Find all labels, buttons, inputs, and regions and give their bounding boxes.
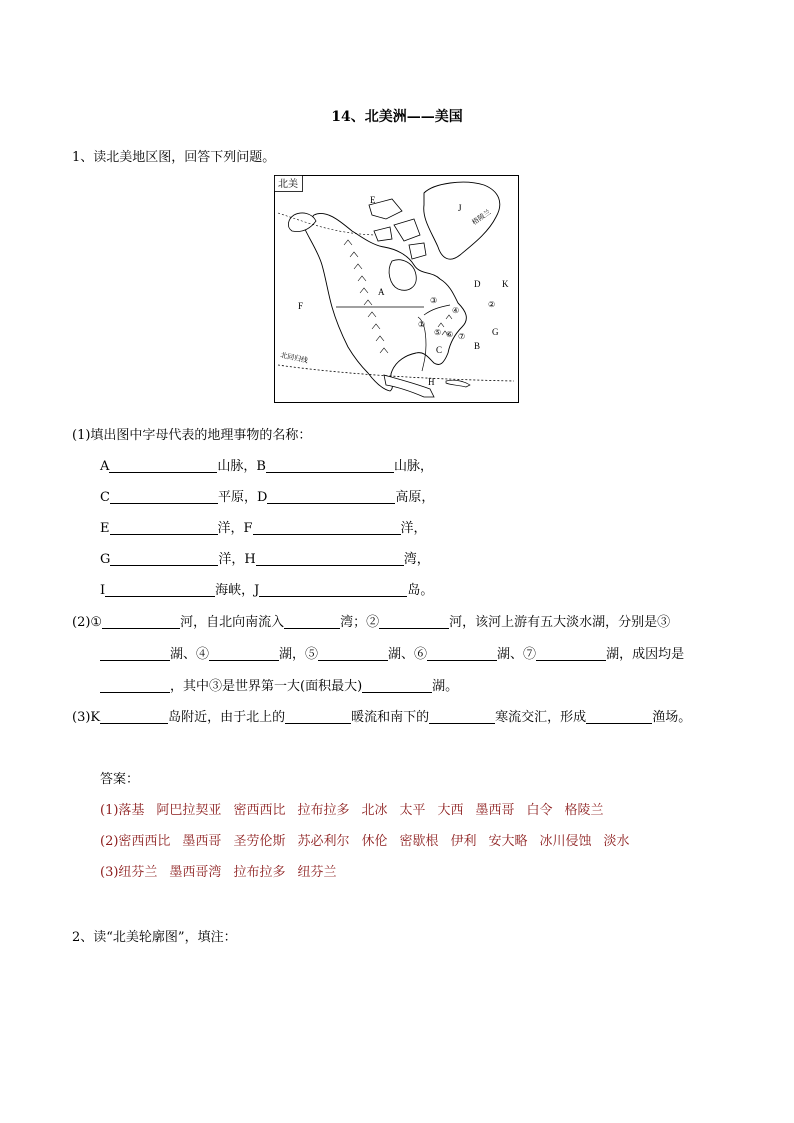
part1-intro: (1)填出图中字母代表的地理事物的名称：	[72, 428, 312, 443]
question-1-prompt: 1、读北美地区图，回答下列问题。	[72, 150, 276, 165]
map-letter-j: J	[458, 203, 462, 213]
map-letter-f: F	[298, 301, 304, 311]
page-title: 14、北美洲——美国	[331, 109, 463, 125]
map-letter-e: E	[370, 195, 376, 205]
tropic-label: 北回归线	[279, 351, 309, 365]
map-letter-d: D	[474, 279, 481, 289]
part3-line: (3)K 岛附近，由于北上的 暖流和南下的 寒流交汇，形成 渔场。	[72, 710, 692, 725]
map-letter-h: H	[428, 377, 435, 387]
part1-row-4: G 洋，H 湾，	[100, 552, 430, 567]
map-num-6: ⑥	[446, 330, 454, 339]
part2-line-1: (2)① 河，自北向南流入 湾；② 河，该河上游有五大淡水湖，分别是③	[72, 615, 671, 630]
question-2-prompt: 2、读“北美轮廓图”，填注：	[72, 930, 237, 945]
answers-line-2: (2)密西西比 墨西哥 圣劳伦斯 苏必利尔 休伦 密歇根 伊利 安大略 冰川侵蚀 淡水	[100, 834, 630, 849]
part2-line-3: ，其中③是世界第一大(面积最大) 湖。	[100, 675, 458, 694]
map-letter-k: K	[502, 279, 509, 289]
map-letter-c: C	[436, 345, 443, 355]
map-letter-b: B	[474, 341, 481, 351]
answers-heading: 答案：	[100, 772, 140, 787]
part2-line-2: 湖、④ 湖，⑤ 湖、⑥ 湖、⑦ 湖，成因均是	[100, 643, 684, 662]
answers-line-1: (1)落基 阿巴拉契亚 密西西比 拉布拉多 北冰 太平 大西 墨西哥 白令 格陵兰	[100, 803, 604, 818]
map-num-2: ②	[488, 300, 496, 309]
map-letter-g: G	[492, 327, 499, 337]
map-num-5: ⑤	[434, 328, 442, 337]
map-num-1: ①	[418, 320, 426, 329]
part1-row-2: C 平原，D 高原，	[100, 490, 435, 505]
answers-line-3: (3)纽芬兰 墨西哥湾 拉布拉多 纽芬兰	[100, 865, 337, 880]
part1-row-5: I 海峡，J 岛。	[100, 583, 434, 598]
greenland-label: 格陵兰	[470, 208, 493, 227]
north-america-map	[274, 175, 519, 403]
map-letter-a: A	[378, 287, 385, 297]
map-num-3: ③	[430, 296, 438, 305]
map-corner-label: 北美	[278, 179, 298, 190]
map-num-4: ④	[452, 306, 460, 315]
map-num-7: ⑦	[458, 332, 466, 341]
part1-row-1: A 山脉，B 山脉，	[100, 459, 433, 474]
part1-row-3: E 洋，F 洋，	[100, 521, 427, 536]
